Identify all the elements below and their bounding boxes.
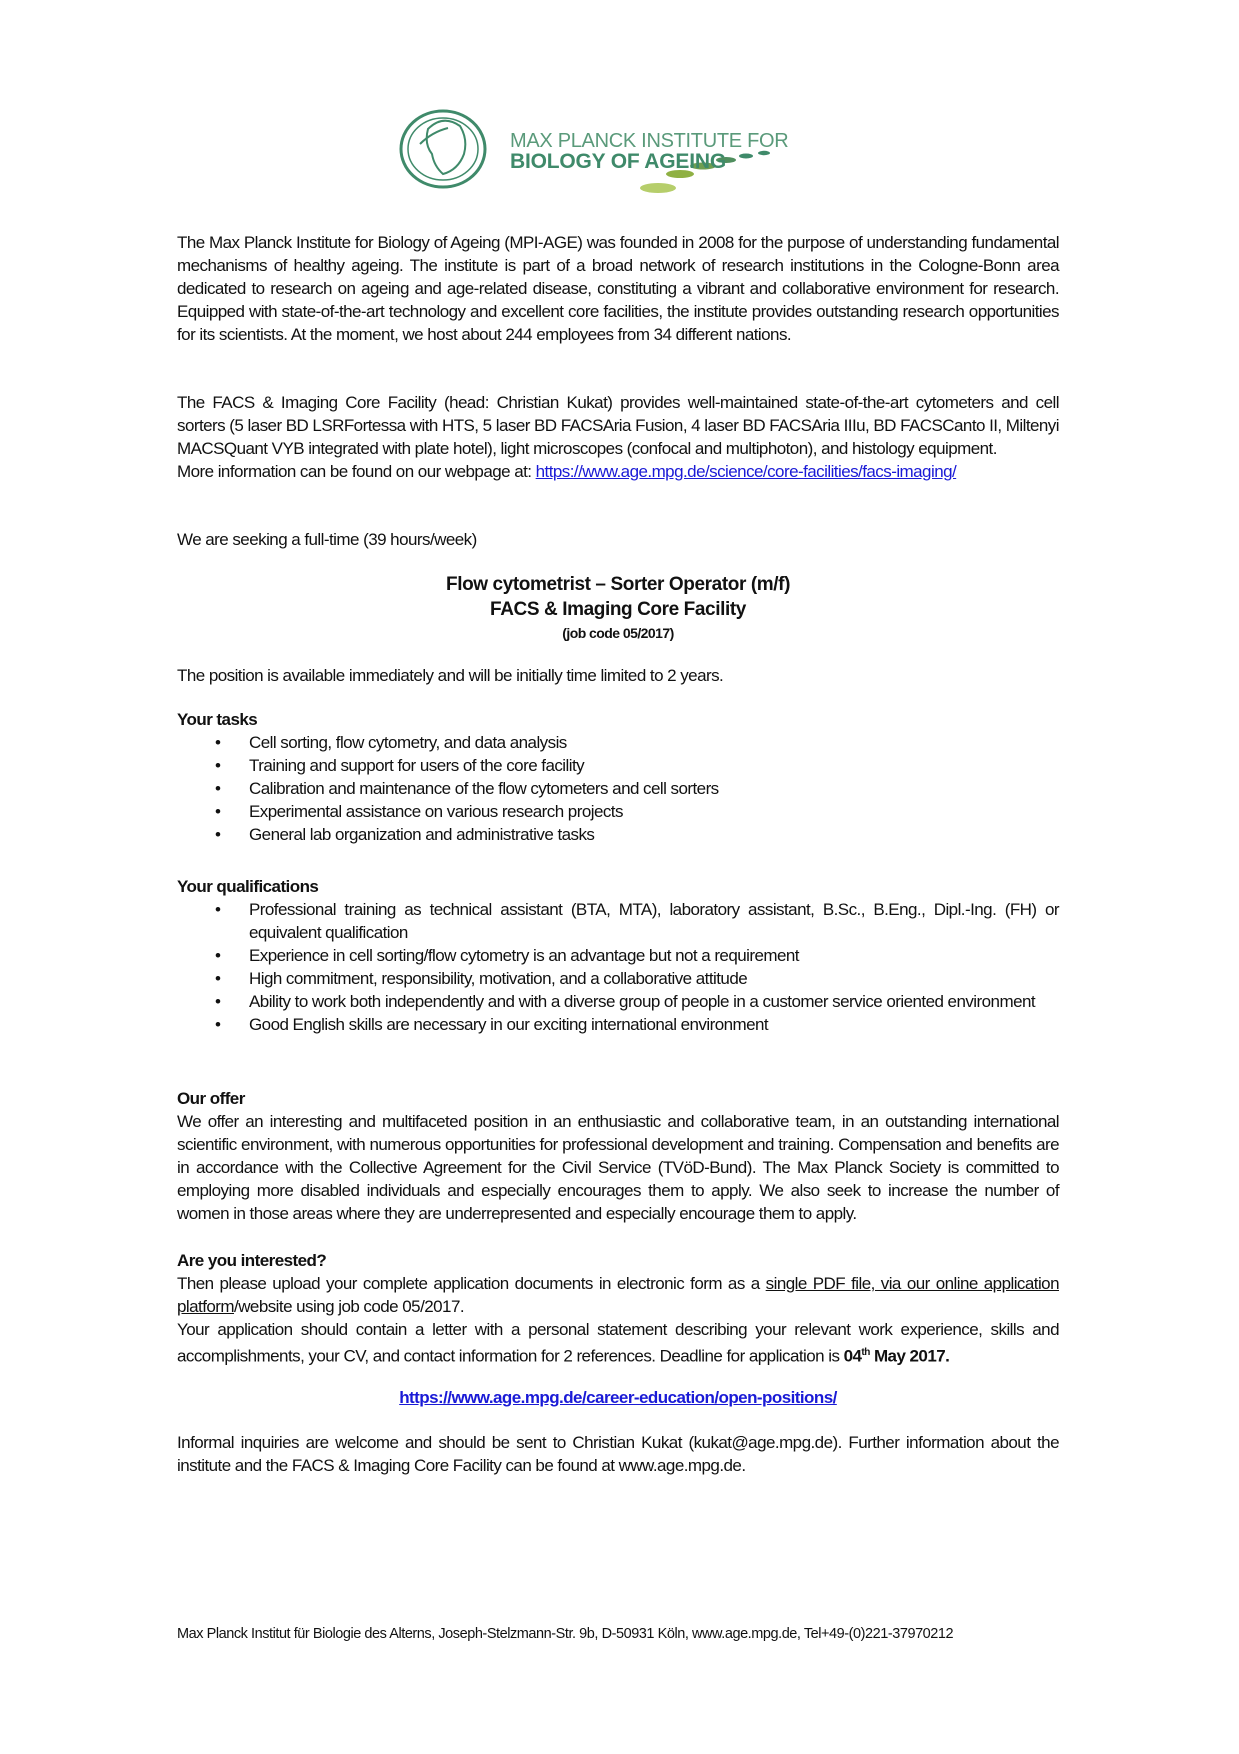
- list-item: • Cell sorting, flow cytometry, and data analysis: [177, 731, 1059, 754]
- upload-instructions: [177, 1272, 1059, 1318]
- qualifications-section: [177, 875, 1059, 1036]
- tasks-list: [177, 731, 1059, 846]
- list-item: • Calibration and maintenance of the flow cytometers and cell sorters: [177, 777, 1059, 800]
- open-positions-row: [177, 1386, 1059, 1409]
- institute-logo: [398, 104, 848, 214]
- offer-heading: Our offer: [177, 1089, 245, 1108]
- footer-address: Max Planck Institut für Biologie des Alterns, Joseph-Stelzmann-Str. 9b, D-50931 Köln, www.age.mpg.de, Tel+49-(0)221-37970212: [177, 1626, 954, 1642]
- qualifications-heading: Your qualifications: [177, 877, 319, 896]
- list-item: • Training and support for users of the core facility: [177, 754, 1059, 777]
- facility-webpage-link[interactable]: https://www.age.mpg.de/science/core-facilities/facs-imaging/: [535, 462, 957, 481]
- tasks-section: [177, 708, 1059, 846]
- deadline-day: 04: [843, 1346, 862, 1366]
- inquiries-text: Informal inquiries are welcome and should be sent to Christian Kukat (kukat@age.mpg.de). Further information about the institute and the FACS & Imaging Core Facility can be found at www.age.mpg.de.: [177, 1433, 1059, 1475]
- application-platform-link[interactable]: single PDF file, via our online application platform: [177, 1274, 1059, 1316]
- tasks-heading: Your tasks: [177, 710, 258, 729]
- facility-text: The FACS & Imaging Core Facility (head: Christian Kukat) provides well-maintained state-of-the-art cytometers and cell sorters (5 laser BD LSRFortessa with HTS, 5 laser BD FACSAria Fusion, 4 laser BD FACSAria IIIu, BD FACSCanto II, Miltenyi MACSQuant VYB integrated with plate hotel), light microscopes (confocal and multiphoton), and histology equipment.: [177, 393, 1059, 458]
- logo-line-1: MAX PLANCK INSTITUTE FOR: [510, 130, 789, 152]
- position-text: The position is available immediately and will be initially time limited to 2 years.: [177, 666, 724, 685]
- offer-section: [177, 1087, 1059, 1225]
- application-contents: [177, 1318, 1059, 1368]
- open-positions-link[interactable]: https://www.age.mpg.de/career-education/open-positions/: [399, 1388, 837, 1407]
- seeking-text: We are seeking a full-time (39 hours/week): [177, 530, 477, 549]
- more-info-text: More information can be found on our webpage at:: [177, 462, 536, 481]
- logo-line-2: BIOLOGY OF AGEING: [510, 150, 726, 173]
- list-item: • Ability to work both independently and with a diverse group of people in a customer service oriented environment: [177, 990, 1059, 1013]
- list-item: • General lab organization and administrative tasks: [177, 823, 1059, 846]
- deadline-suffix: th: [861, 1347, 870, 1358]
- list-item: • Good English skills are necessary in our exciting international environment: [177, 1013, 1059, 1036]
- interested-section: [177, 1249, 1059, 1368]
- interested-heading: Are you interested?: [177, 1251, 327, 1270]
- application-text: Your application should contain a letter with a personal statement describing your relevant work experience, skills and accomplishments, your CV, and contact information for 2 references. Deadline for application is: [177, 1320, 1059, 1366]
- deadline-rest: May 2017.: [869, 1346, 950, 1366]
- list-item: • Professional training as technical assistant (BTA, MTA), laboratory assistant, B.Sc., B.Eng., Dipl.-Ing. (FH) or equivalent qualification: [177, 898, 1059, 944]
- facility-paragraph: [177, 391, 1059, 483]
- list-item: • Experience in cell sorting/flow cytometry is an advantage but not a requirement: [177, 944, 1059, 967]
- list-item: • Experimental assistance on various research projects: [177, 800, 1059, 823]
- job-title: Flow cytometrist – Sorter Operator (m/f): [445, 574, 790, 595]
- upload-text-end: /website using job code 05/2017.: [234, 1297, 465, 1316]
- upload-text: Then please upload your complete application documents in electronic form as a: [177, 1274, 766, 1293]
- intro-paragraph: The Max Planck Institute for Biology of Ageing (MPI-AGE) was founded in 2008 for the purpose of understanding fundamental mechanisms of healthy ageing. The institute is part of a broad network of research institutions in the Cologne-Bonn area dedicated to research on ageing and age-related disease, constituting a vibrant and collaborative environment for research. Equipped with state-of-the-art technology and excellent core facilities, the institute provides outstanding research opportunities for its scientists. At the moment, we host about 244 employees from 34 different nations.: [177, 233, 1059, 344]
- job-department: FACS & Imaging Core Facility: [490, 599, 746, 620]
- job-code: (job code 05/2017): [562, 625, 674, 641]
- offer-text: We offer an interesting and multifaceted position in an enthusiastic and collaborative team, in an outstanding international scientific environment, with numerous opportunities for professional development and training. Compensation and benefits are in accordance with the Collective Agreement for the Civil Service (TVöD-Bund). The Max Planck Society is committed to employing more disabled individuals and especially encourages them to apply. We also seek to increase the number of women in those areas where they are underrepresented and especially encourage them to apply.: [177, 1112, 1059, 1223]
- qualifications-list: [177, 898, 1059, 1036]
- list-item: • High commitment, responsibility, motivation, and a collaborative attitude: [177, 967, 1059, 990]
